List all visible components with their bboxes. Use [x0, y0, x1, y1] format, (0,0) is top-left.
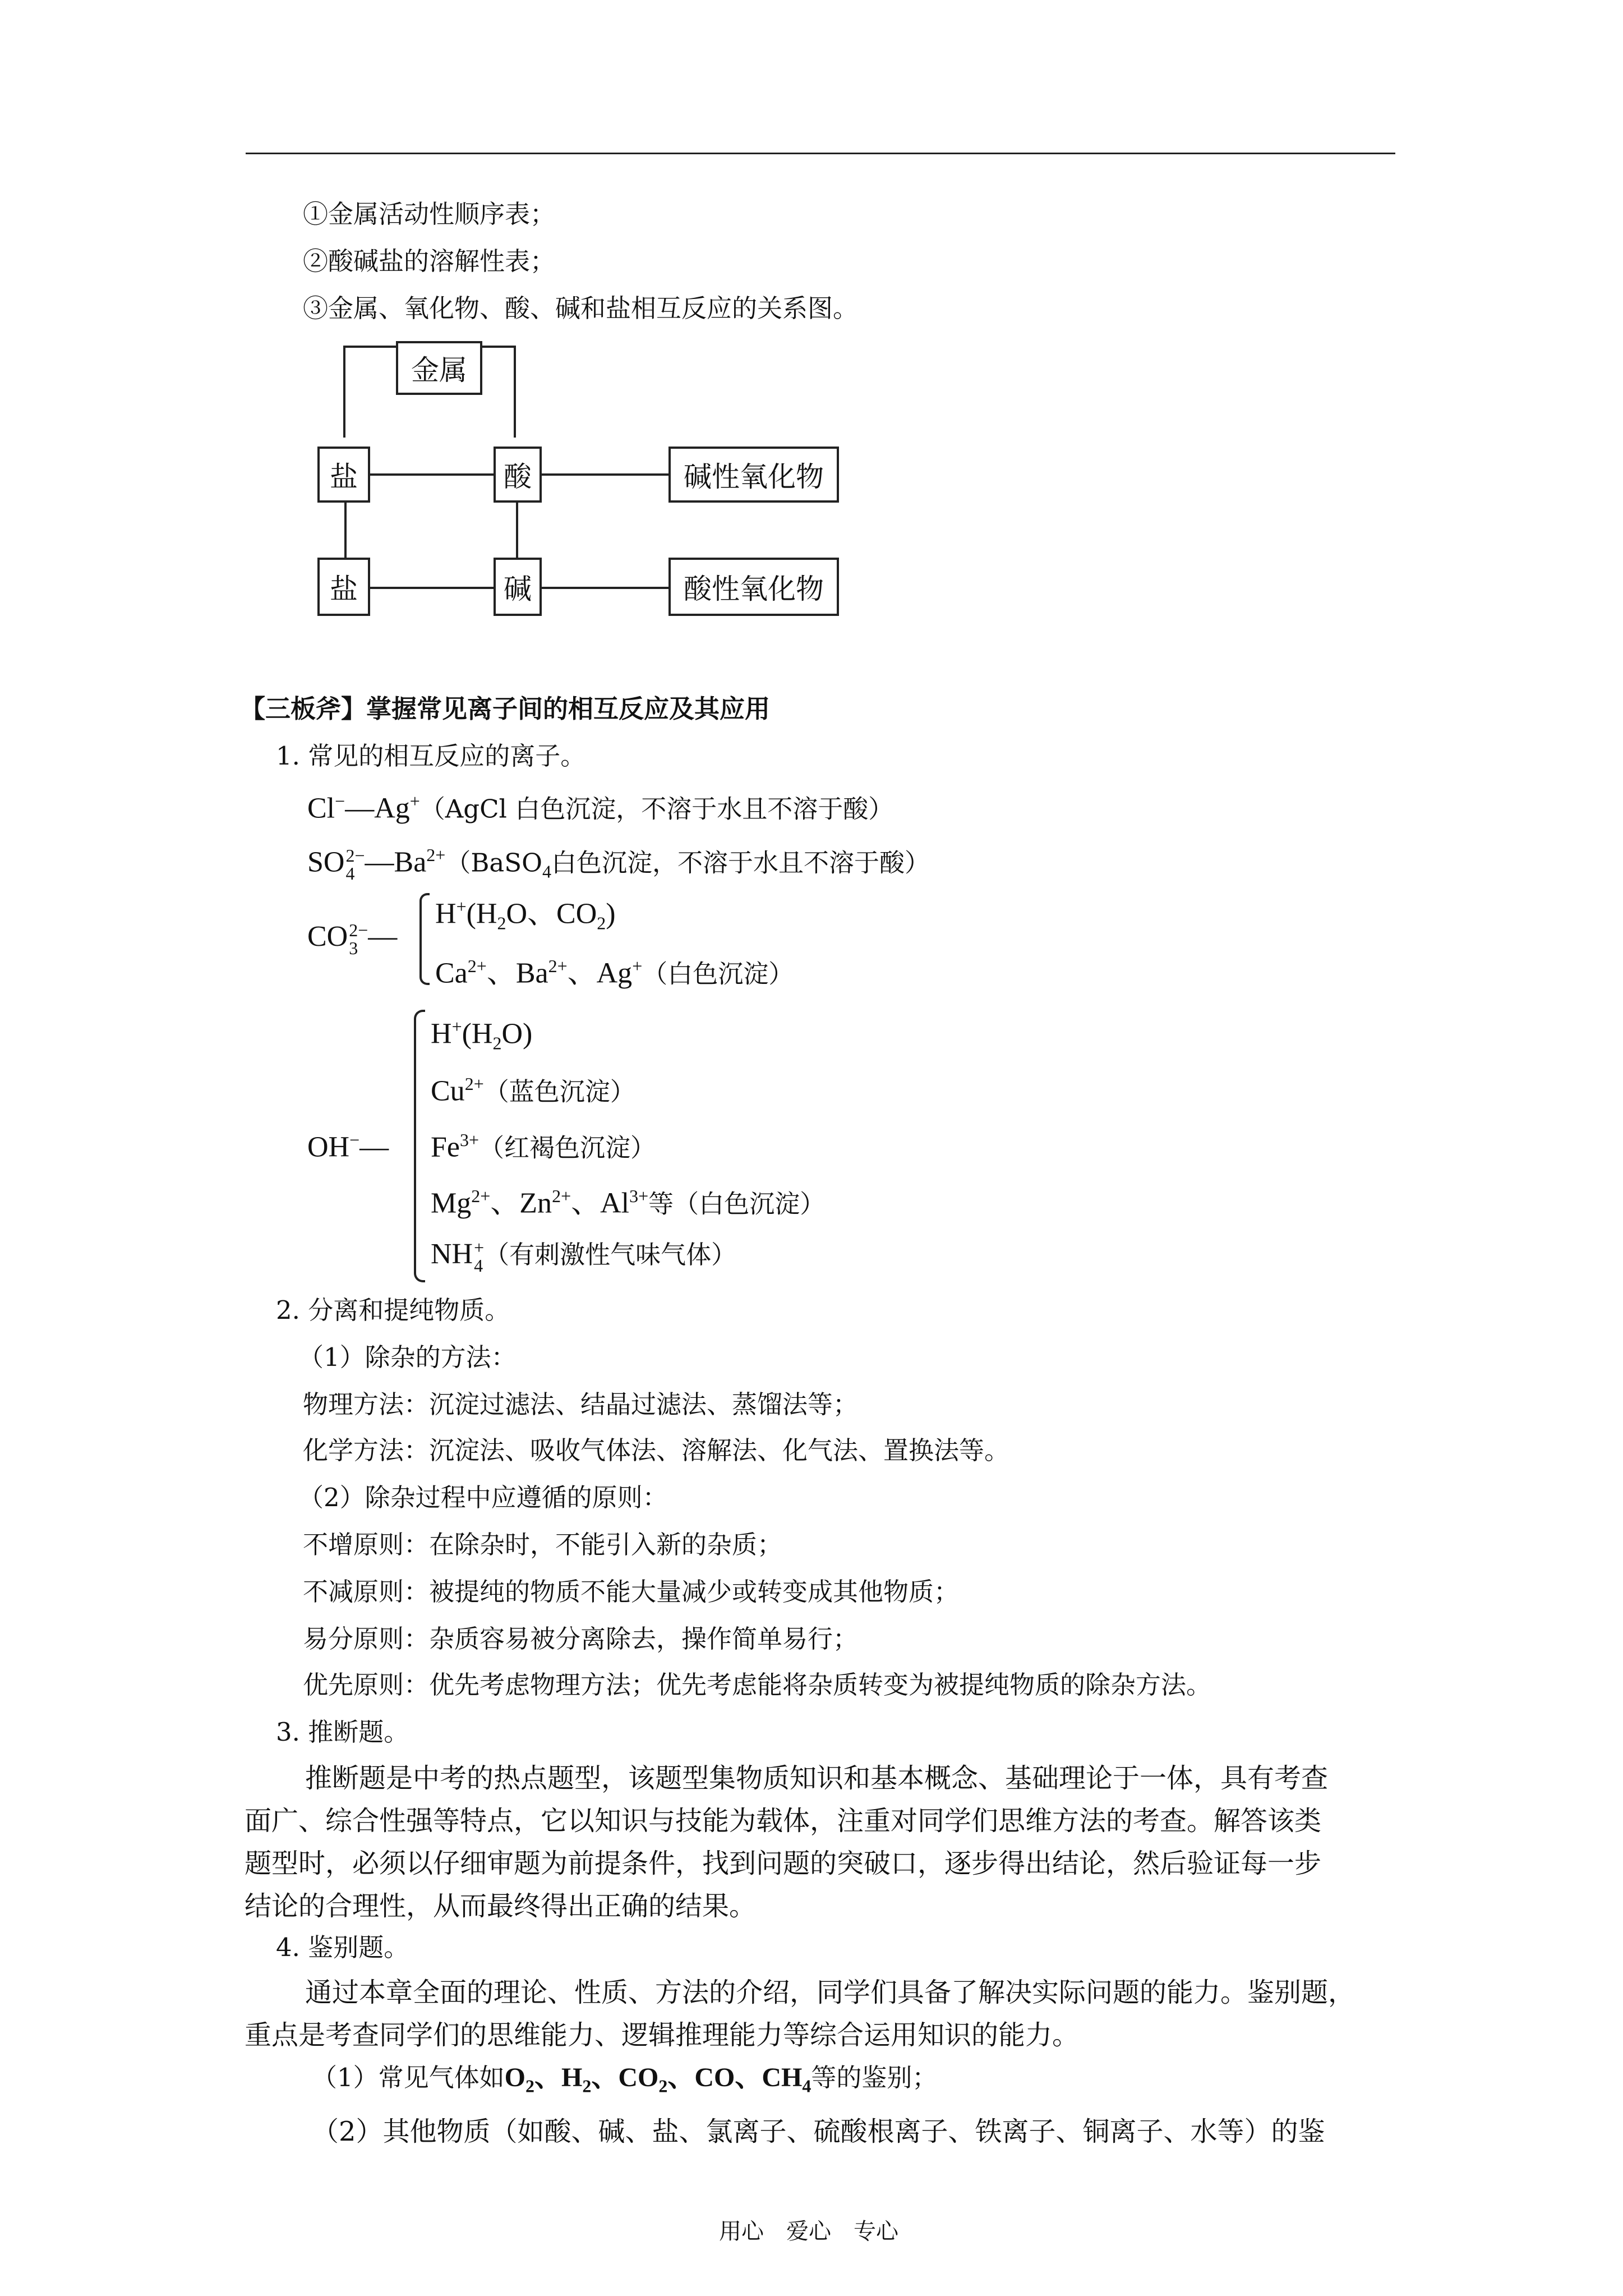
subsection-heading: 4. 鉴别题。 [276, 1932, 409, 1962]
formula-cl-ag: Cl−—Ag+（AgCl 白色沉淀，不溶于水且不溶于酸） [307, 791, 894, 825]
formula-oh: OH−— [307, 1130, 389, 1163]
text-line: 物理方法：沉淀过滤法、结晶过滤法、蒸馏法等； [303, 1389, 859, 1419]
paragraph-line: 面广、综合性强等特点，它以知识与技能为载体，注重对同学们思维方法的考查。解答该类 [245, 1805, 1322, 1837]
list-item: ②酸碱盐的溶解性表； [303, 246, 556, 276]
diagram-node-metal: 金属 [396, 341, 482, 395]
list-item: ③金属、氧化物、酸、碱和盐相互反应的关系图。 [303, 293, 859, 323]
list-item: ①金属活动性顺序表； [303, 199, 556, 229]
diagram-node-acid: 酸 [494, 447, 542, 503]
section-title: 【三板斧】掌握常见离子间的相互反应及其应用 [240, 694, 771, 724]
header-rule [246, 153, 1395, 154]
formula-oh-fe: $Fe^{3+}$（红褐色沉淀） [431, 1130, 656, 1163]
text-line: 化学方法：沉淀法、吸收气体法、溶解法、化气法、置换法等。 [303, 1435, 1010, 1465]
diagram-node-acidic-oxide: 酸性氧化物 [668, 558, 839, 616]
diagram-node-basic-oxide: 碱性氧化物 [668, 447, 839, 503]
text-line: 优先原则：优先考虑物理方法；优先考虑能将杂质转变为被提纯物质的除杂方法。 [303, 1670, 1212, 1700]
brace [414, 1010, 425, 1282]
formula-co3-h: $H^+(H_2O$、$CO_2$) [435, 896, 616, 933]
text-line: 不增原则：在除杂时，不能引入新的杂质； [303, 1530, 783, 1559]
text-line: （1）除杂的方法： [298, 1342, 517, 1372]
formula-oh-nh4: NH + 4 （有刺激性气味气体） [431, 1237, 737, 1276]
formula-co3: CO 2− 3 — [307, 920, 398, 959]
subsection-heading: 3. 推断题。 [276, 1717, 409, 1747]
paragraph-line: 推断题是中考的热点题型，该题型集物质知识和基本概念、基础理论于一体，具有考查 [305, 1763, 1329, 1794]
subsection-heading: 2. 分离和提纯物质。 [276, 1295, 510, 1325]
paragraph-line: 通过本章全面的理论、性质、方法的介绍，同学们具备了解决实际问题的能力。鉴别题， [305, 1977, 1355, 2008]
text-line: 易分原则：杂质容易被分离除去，操作简单易行； [303, 1624, 859, 1654]
diagram-node-base: 碱 [494, 558, 542, 616]
paragraph-line: 结论的合理性，从而最终得出正确的结果。 [245, 1890, 757, 1922]
text-line: （2）其他物质（如酸、碱、盐、氯离子、硫酸根离子、铁离子、铜离子、水等）的鉴 [312, 2116, 1325, 2147]
paragraph-line: 重点是考查同学们的思维能力、逻辑推理能力等综合运用知识的能力。 [245, 2019, 1080, 2051]
formula-co3-ca: $Ca^{2+}$、$Ba^{2+}$、Ag+（白色沉淀） [435, 956, 794, 990]
formula-so4-ba: SO 2− 4 $—Ba^{2+}(BaSO_4$白色沉淀，不溶于水且不溶于酸） [307, 845, 930, 884]
diagram-node-salt-2: 盐 [317, 558, 370, 616]
brace [419, 893, 430, 985]
subsection-heading: 1. 常见的相互反应的离子。 [276, 741, 586, 771]
page-footer: 用心 爱心 专心 [719, 2219, 898, 2244]
formula-oh-mg: $Mg^{2+}$、$Zn^{2+}$、$Al^{3+}$等（白色沉淀） [431, 1186, 826, 1220]
text-line: （1）常见气体如$O_2$、$H_2$、$CO_2$、CO、$CH_4$等的鉴别； [312, 2063, 938, 2096]
paragraph-line: 题型时，必须以仔细审题为前提条件，找到问题的突破口，逐步得出结论，然后验证每一步 [245, 1848, 1322, 1879]
text-line: （2）除杂过程中应遵循的原则： [298, 1483, 668, 1512]
text-line: 不减原则：被提纯的物质不能大量减少或转变成其他物质； [303, 1577, 960, 1607]
formula-oh-h: $H^+(H_2O)$ [431, 1016, 533, 1053]
formula-oh-cu: $Cu^{2+}$（蓝色沉淀） [431, 1074, 635, 1107]
diagram-node-salt: 盐 [317, 447, 370, 503]
